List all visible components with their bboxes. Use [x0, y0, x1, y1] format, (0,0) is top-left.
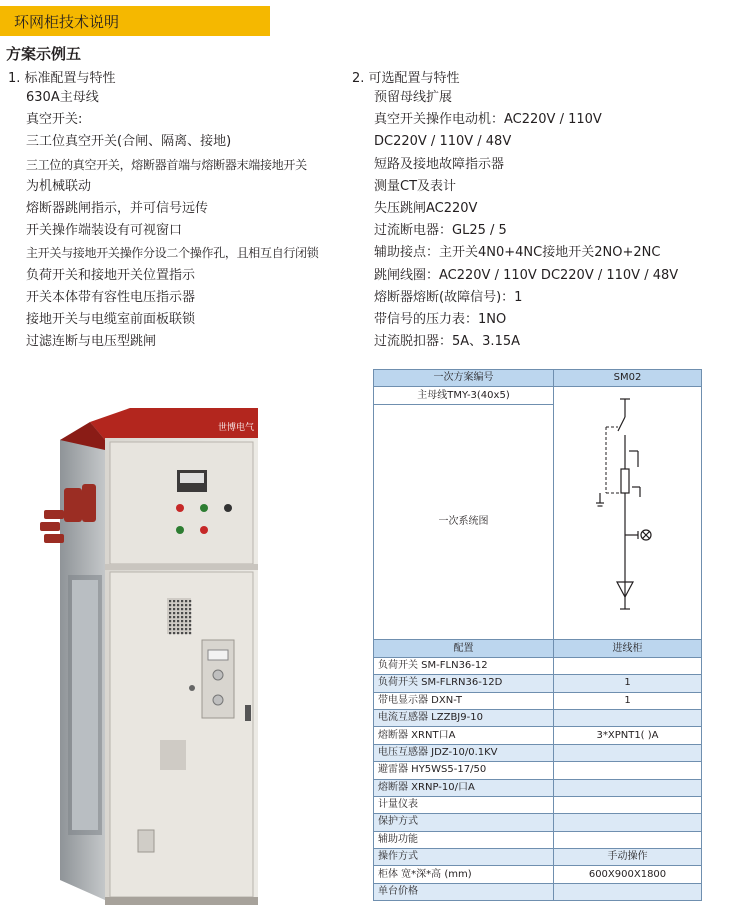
list-item: 为机械联动 [26, 178, 92, 194]
table-header-row [374, 370, 702, 387]
table-cell-value [554, 796, 702, 813]
list-item: 三工位的真空开关，熔断器首端与熔断器末端接地开关 [26, 157, 307, 172]
table-cell-name: 辅助功能 [374, 831, 554, 848]
list-item: 辅助接点：主开关4N0+4NC接地开关2NO+2NC [374, 245, 661, 261]
list-item: 过流断电器：GL25 / 5 [374, 223, 507, 239]
table-cell-value [554, 657, 702, 674]
list-item: 630A主母线 [26, 90, 99, 105]
table-cell-value: 3*XPNT1( )A [554, 727, 702, 744]
list-item: 熔断器熔断(故障信号)：1 [374, 289, 523, 305]
header-banner [0, 6, 270, 36]
table-row [374, 866, 702, 883]
diagram-label: 一次系统图 [374, 405, 554, 640]
table-cell-value [554, 744, 702, 761]
table-cell-name: 避雷器 HY5WS5-17/50 [374, 762, 554, 779]
section1-list [26, 87, 319, 353]
list-item: 开关本体带有容性电压指示器 [26, 289, 196, 305]
scheme-title: 方案示例五 [6, 45, 82, 63]
table-cell-name: 单台价格 [374, 883, 554, 900]
section1-heading: 1. 标准配置与特性 [8, 71, 116, 86]
config-value: 进线柜 [554, 640, 702, 657]
table-row [374, 831, 702, 848]
list-item: DC220V / 110V / 48V [374, 134, 512, 150]
single-line-diagram-cell [554, 387, 702, 640]
table-cell-name: 带电显示器 DXN-T [374, 692, 554, 709]
table-row [374, 727, 702, 744]
table-row [374, 796, 702, 813]
table-cell-value: 手动操作 [554, 849, 702, 866]
table-row [374, 814, 702, 831]
list-item: 熔断器跳闸指示，并可信号远传 [26, 200, 209, 216]
scheme-number-label: 一次方案编号 [374, 370, 554, 387]
cabinet-brand-label: 世博电气 [218, 423, 255, 433]
table-cell-value [554, 831, 702, 848]
table-cell-name: 电流互感器 LZZBJ9-10 [374, 709, 554, 726]
table-cell-value: 1 [554, 692, 702, 709]
config-label: 配置 [374, 640, 554, 657]
table-row [374, 779, 702, 796]
table-cell-value [554, 883, 702, 900]
table-cell-name: 计量仪表 [374, 796, 554, 813]
list-item: 三工位真空开关(合闸、隔离、接地) [26, 134, 232, 150]
list-item: 预留母线扩展 [374, 90, 453, 105]
table-row [374, 883, 702, 900]
table-cell-value [554, 779, 702, 796]
table-row [374, 849, 702, 866]
table-row [374, 709, 702, 726]
section2-list [374, 87, 678, 353]
table-cell-name: 柜体 宽*深*高 (mm) [374, 866, 554, 883]
table-row [374, 657, 702, 674]
table-cell-name: 熔断器 XRNT口A [374, 727, 554, 744]
config-header-row [374, 640, 702, 657]
table-cell-name: 保护方式 [374, 814, 554, 831]
table-cell-value: 1 [554, 675, 702, 692]
list-item: 接地开关与电缆室前面板联锁 [26, 311, 196, 327]
table-cell-value [554, 814, 702, 831]
list-item: 跳闸线圈：AC220V / 110V DC220V / 110V / 48V [374, 267, 679, 283]
table-cell-value [554, 709, 702, 726]
table-row [374, 762, 702, 779]
list-item: 带信号的压力表：1NO [374, 311, 507, 327]
list-item: 短路及接地故障指示器 [374, 156, 505, 172]
list-item: 真空开关操作电动机：AC220V / 110V [374, 112, 602, 128]
scheme-table [373, 369, 702, 901]
list-item: 过滤连断与电压型跳闸 [26, 334, 157, 350]
table-cell-name: 负荷开关 SM-FLN36-12 [374, 657, 554, 674]
table-cell-name: 熔断器 XRNP-10/口A [374, 779, 554, 796]
table-cell-name: 负荷开关 SM-FLRN36-12D [374, 675, 554, 692]
table-row [374, 744, 702, 761]
list-item: 主开关与接地开关操作分设二个操作孔，且相互自行闭锁 [26, 246, 319, 261]
table-row [374, 675, 702, 692]
table-cell-value: 600X900X1800 [554, 866, 702, 883]
list-item: 测量CT及表计 [374, 178, 457, 194]
table-cell-name: 操作方式 [374, 849, 554, 866]
switchgear-cabinet-image [30, 400, 275, 908]
list-item: 过流脱扣器：5A、3.15A [374, 334, 521, 350]
table-row [374, 692, 702, 709]
list-item: 失压跳闸AC220V [374, 200, 478, 216]
table-cell-name: 电压互感器 JDZ-10/0.1KV [374, 744, 554, 761]
busbar-row [374, 387, 702, 405]
table-cell-value [554, 762, 702, 779]
banner-title: 环网柜技术说明 [14, 13, 120, 31]
busbar-label: 主母线TMY-3(40x5) [374, 387, 554, 405]
list-item: 真空开关: [26, 112, 83, 128]
list-item: 负荷开关和接地开关位置指示 [26, 267, 196, 283]
single-line-diagram [554, 387, 701, 633]
section2-heading: 2. 可选配置与特性 [352, 71, 460, 86]
list-item: 开关操作端装设有可视窗口 [26, 223, 183, 239]
scheme-number-value: SM02 [554, 370, 702, 387]
